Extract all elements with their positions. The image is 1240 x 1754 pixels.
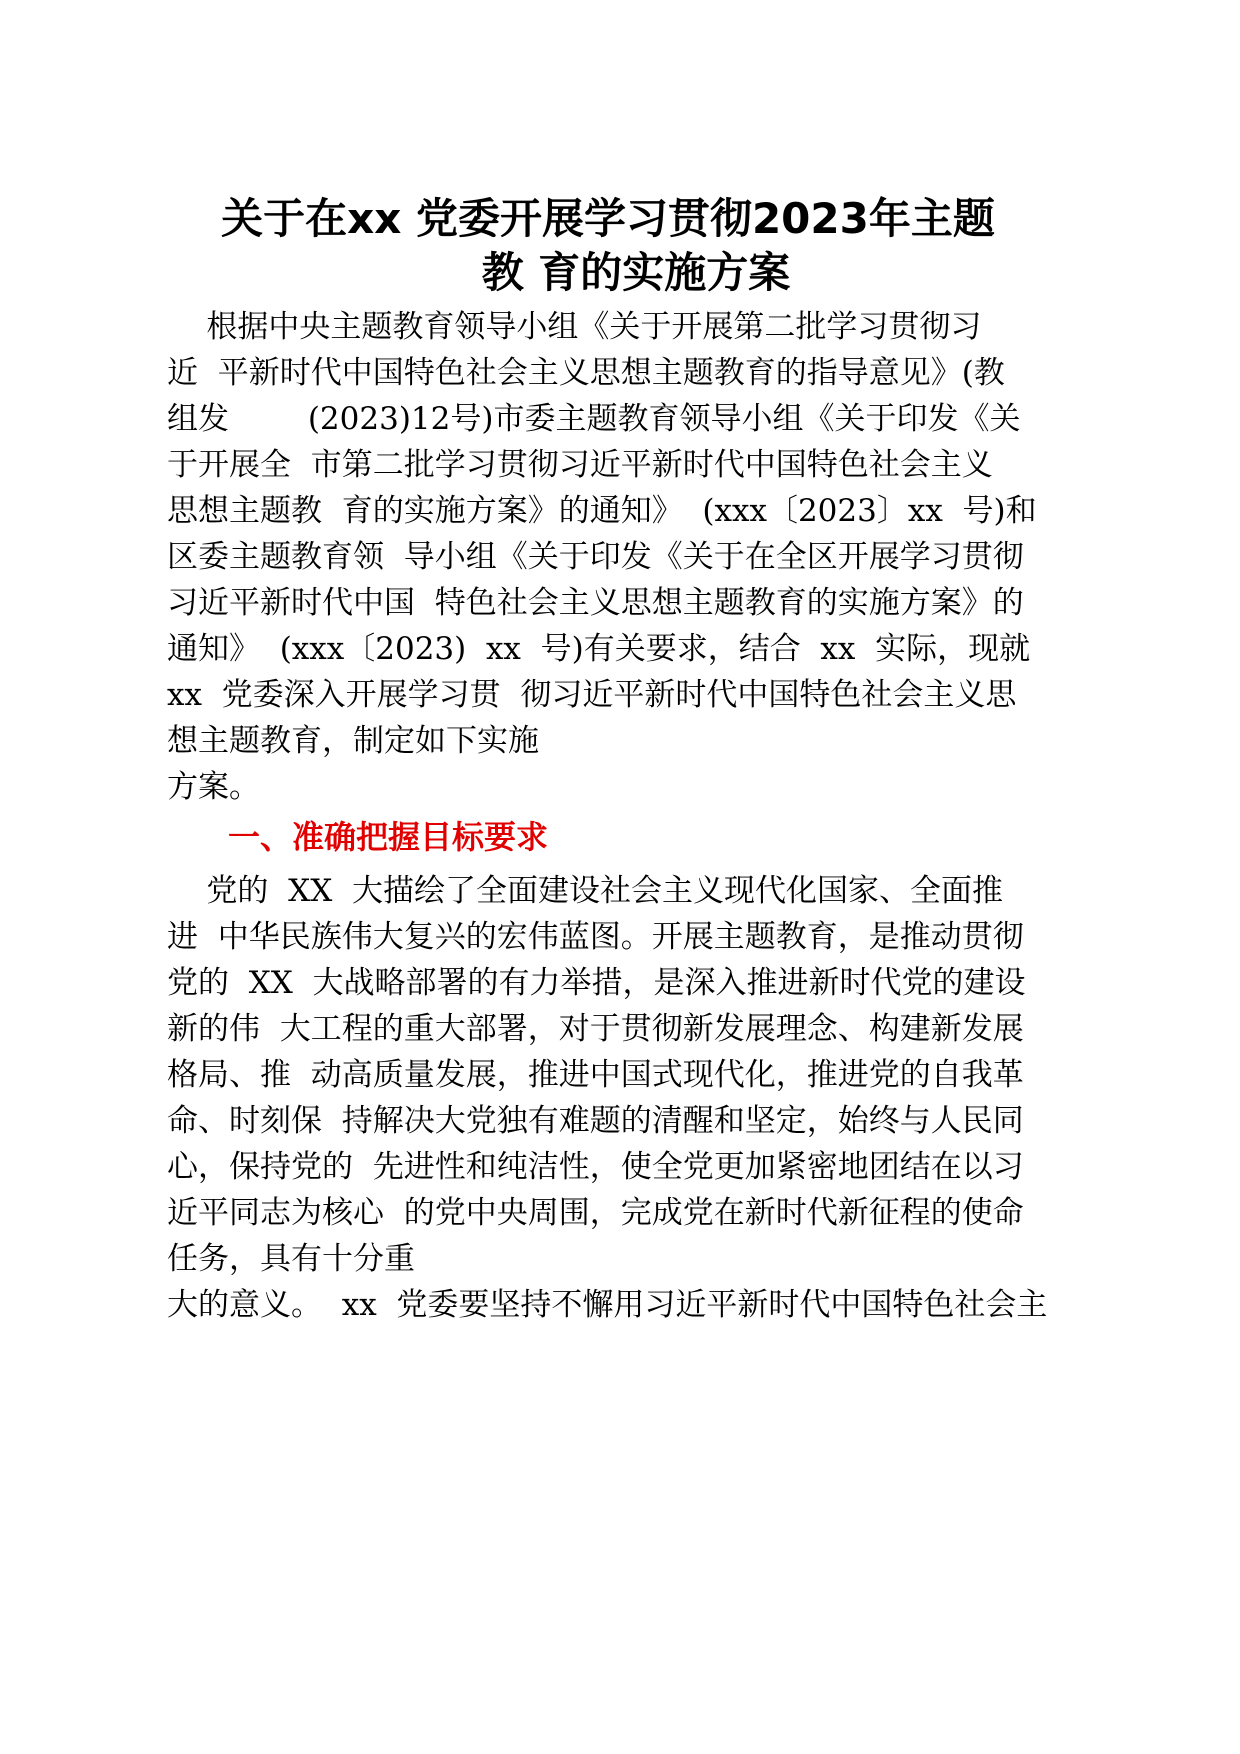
paragraph-line: xx 党委深入开展学习贯 彻习近平新时代中国特色社会主义思 — [167, 677, 1017, 713]
paragraph-line: 习近平新时代中国 特色社会主义思想主题教育的实施方案》的 — [167, 585, 1024, 621]
paragraph-line: 于开展全 市第二批学习贯彻习近平新时代中国特色社会主义 — [167, 447, 993, 483]
paragraph-line: 近平同志为核心 的党中央周围，完成党在新时代新征程的使命 — [167, 1195, 1024, 1231]
document-title-line-2: 教 育的实施方案 — [481, 248, 791, 297]
paragraph-line: 党的 XX 大战略部署的有力举措，是深入推进新时代党的建设 — [167, 965, 1026, 1001]
paragraph-line: 心，保持党的 先进性和纯洁性，使全党更加紧密地团结在以习 — [167, 1149, 1024, 1185]
paragraph-line: 组发 (2023)12号)市委主题教育领导小组《关于印发《关 — [167, 401, 1021, 437]
paragraph-line: 通知》 (xxx〔2023) xx 号)有关要求，结合 xx 实际，现就 — [167, 631, 1031, 667]
paragraph-line: 近 平新时代中国特色社会主义思想主题教育的指导意见》(教 — [167, 355, 1005, 391]
paragraph-line: 格局、推 动高质量发展，推进中国式现代化，推进党的自我革 — [167, 1057, 1024, 1093]
paragraph-line: 新的伟 大工程的重大部署，对于贯彻新发展理念、构建新发展 — [167, 1011, 1024, 1047]
paragraph-line: 党的 XX 大描绘了全面建设社会主义现代化国家、全面推 — [167, 873, 1003, 909]
paragraph-line: 命、时刻保 持解决大党独有难题的清醒和坚定，始终与人民同 — [167, 1103, 1024, 1139]
paragraph-line: 思想主题教 育的实施方案》的通知》 (xxx〔2023〕xx 号)和 — [167, 493, 1037, 529]
document-title-line-1: 关于在xx 党委开展学习贯彻2023年主题 — [221, 194, 995, 243]
paragraph-line: 区委主题教育领 导小组《关于印发《关于在全区开展学习贯彻 — [167, 539, 1024, 575]
paragraph-line: 想主题教育，制定如下实施 — [167, 723, 539, 759]
paragraph-line: 进 中华民族伟大复兴的宏伟蓝图。开展主题教育，是推动贯彻 — [167, 919, 1024, 955]
section-heading-1: 一、准确把握目标要求 — [228, 818, 549, 856]
paragraph-line: 任务，具有十分重 — [167, 1241, 415, 1277]
paragraph-line: 大的意义。 xx 党委要坚持不懈用习近平新时代中国特色社会主 — [167, 1287, 1048, 1323]
paragraph-line: 方案。 — [167, 769, 260, 805]
paragraph-line: 根据中央主题教育领导小组《关于开展第二批学习贯彻习 — [167, 309, 982, 345]
